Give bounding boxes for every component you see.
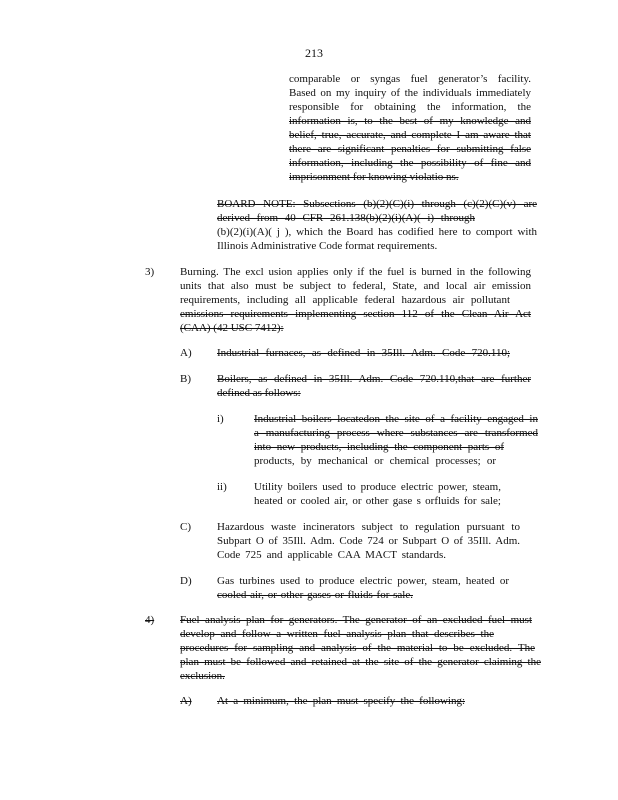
text-line: products, by mechanical or chemical processes; or (254, 455, 496, 467)
item-3a-text (217, 346, 510, 360)
struck-text-line: information is, to the best of my knowledge and (289, 115, 531, 127)
struck-text-line: Industrial furnaces, as defined in 35Ill. Adm. Code 720.110; (217, 347, 510, 359)
struck-text-line: At a minimum, the plan must specify the following: (217, 695, 465, 707)
struck-text-line: plan must be followed and retained at the site of the generator claiming the (180, 656, 541, 668)
text-line: Utility boilers used to produce electric power, steam, (254, 481, 501, 493)
struck-text-line: information, including the possibility of fine and (289, 157, 531, 169)
item-4-marker: 4) (145, 614, 155, 626)
item-3a-marker: A) (180, 347, 192, 359)
text-line: requirements, including all applicable federal hazardous air pollutant (180, 294, 510, 306)
item-4-text (180, 613, 541, 683)
struck-text-line: BOARD NOTE: Subsections (b)(2)(C)(i) through (c)(2)(C)(v) are (217, 198, 537, 210)
struck-text-line: defined as follows: (217, 387, 301, 399)
item-3b-i-text (254, 412, 538, 468)
item-3-text (180, 265, 531, 335)
item-3b-i-marker: i) (217, 413, 224, 425)
text-line: Gas turbines used to produce electric power, steam, heated or (217, 575, 509, 587)
text-line: Hazardous waste incinerators subject to regulation pursuant to (217, 521, 520, 533)
struck-text-line: develop and follow a written fuel analysis plan that describes the (180, 628, 494, 640)
item-3b-ii-text (254, 480, 501, 508)
item-3c-text (217, 520, 520, 562)
struck-text-line: into new products, including the component parts of (254, 441, 504, 453)
item-4a-text (217, 694, 465, 708)
item-3b-ii-marker: ii) (217, 481, 227, 493)
text-line: Burning. The excl usion applies only if the fuel is burned in the following (180, 266, 531, 278)
struck-text-line: Industrial boilers locatedon the site of a facility engaged in (254, 413, 538, 425)
board-note (217, 197, 537, 253)
struck-text-line: there are significant penalties for submitting false (289, 143, 531, 155)
text-line: (b)(2)(i)(A)( j ), which the Board has codified here to comport with (217, 226, 537, 238)
item-3b-text (217, 372, 531, 400)
text-line: responsible for obtaining the information, the (289, 101, 531, 113)
struck-text-line: belief, true, accurate, and complete I am aware that (289, 129, 531, 141)
item-3d-marker: D) (180, 575, 192, 587)
text-line: heated or cooled air, or other gase s orfluids for sale; (254, 495, 501, 507)
text-line: units that also must be subject to federal, State, and local air emission (180, 280, 531, 292)
struck-text-line: derived from 40 CFR 261.138(b)(2)(i)(A)( i) through (217, 212, 475, 224)
certification-paragraph (289, 72, 531, 184)
struck-text-line: Boilers, as defined in 35Ill. Adm. Code 720.110,that are further (217, 373, 531, 385)
item-3-marker: 3) (145, 266, 155, 278)
item-3b-marker: B) (180, 373, 191, 385)
item-3d-text (217, 574, 509, 602)
struck-text-line: Fuel analysis plan for generators. The generator of an excluded fuel must (180, 614, 532, 626)
item-4a-marker: A) (180, 695, 192, 707)
struck-text-line: procedures for sampling and analysis of the material to be excluded. The (180, 642, 535, 654)
struck-text-line: (CAA) (42 USC 7412): (180, 322, 284, 334)
struck-text-line: a manufacturing process where substances are transformed (254, 427, 538, 439)
page-number: 213 (305, 46, 323, 60)
struck-text-line: cooled air, or other gases or fluids for sale. (217, 589, 413, 601)
struck-text-line: emissions requirements implementing section 112 of the Clean Air Act (180, 308, 531, 320)
text-line: Code 725 and applicable CAA MACT standards. (217, 549, 446, 561)
item-3c-marker: C) (180, 521, 191, 533)
struck-text-line: exclusion. (180, 670, 225, 682)
text-line: Illinois Administrative Code format requirements. (217, 240, 438, 252)
text-line: comparable or syngas fuel generator’s facility. (289, 73, 531, 85)
text-line: Subpart O of 35Ill. Adm. Code 724 or Subpart O of 35Ill. Adm. (217, 535, 520, 547)
text-line: Based on my inquiry of the individuals immediately (289, 87, 531, 99)
struck-text-line: imprisonment for knowing violatio ns. (289, 171, 459, 183)
